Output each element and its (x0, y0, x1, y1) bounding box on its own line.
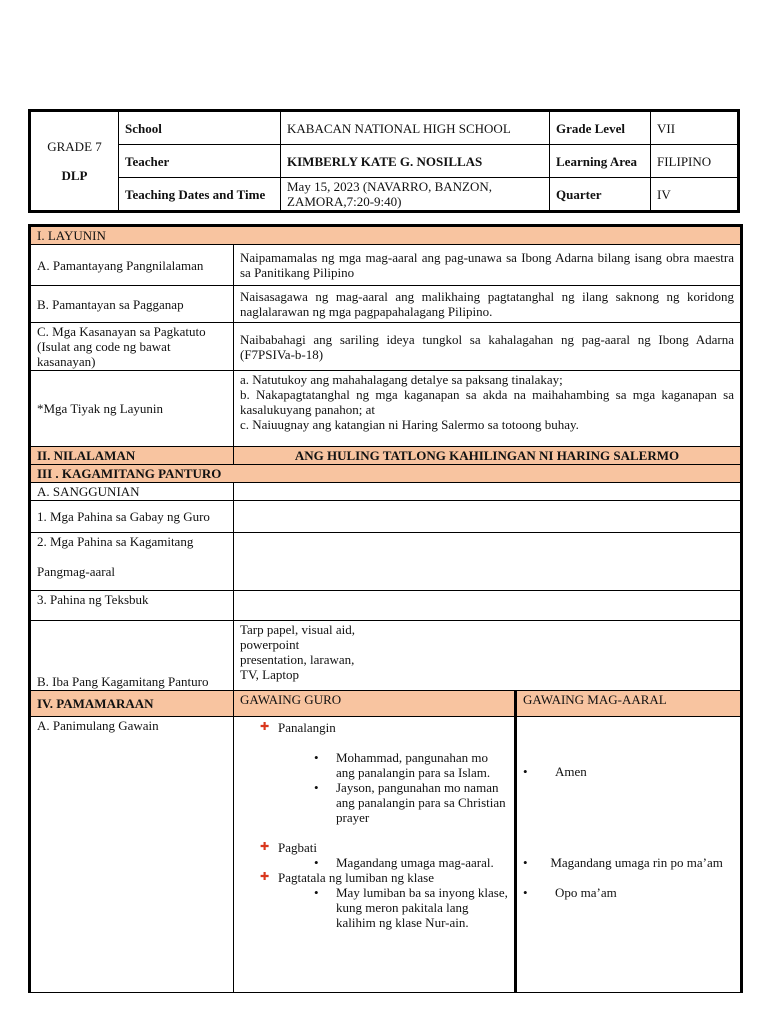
answer-text: Amen (555, 764, 587, 779)
kagamitan-line: TV, Laptop (240, 667, 299, 682)
bullet-icon: • (523, 764, 528, 779)
teacher-label: Teacher (119, 145, 281, 178)
answer-item (523, 885, 734, 900)
teksbuk-label: 3. Pahina ng Teksbuk (30, 591, 234, 621)
kagamitan-line: powerpoint (240, 637, 300, 652)
pagtatala-item (260, 870, 508, 885)
layunin-heading: I. LAYUNIN (30, 226, 742, 245)
gabay-value (234, 501, 742, 533)
answer-text: Opo ma’am (555, 885, 617, 900)
pagbati-text: Pagbati (278, 840, 317, 855)
grade-dlp-cell (30, 111, 119, 212)
nilalaman-label: II. NILALAMAN (30, 447, 234, 465)
kagamitan-line: Tarp papel, visual aid, (240, 622, 355, 637)
list-item: • Mohammad, pangunahan mo ang panalangin para sa Islam. (336, 750, 508, 780)
gawaing-guro-heading: GAWAING GURO (234, 691, 516, 717)
iba-pang-kagamitan-label: B. Iba Pang Kagamitang Panturo (30, 621, 234, 691)
dates-value: May 15, 2023 (NAVARRO, BANZON, ZAMORA,7:20-9:40) (281, 178, 550, 212)
pagbati-list (240, 855, 508, 870)
kagamitan-line: presentation, larawan, (240, 652, 355, 667)
answer-item (523, 855, 734, 870)
tiyak-layunin-label: *Mga Tiyak ng Layunin (30, 371, 234, 447)
sanggunian-value (234, 483, 742, 501)
pamamaraan-heading: IV. PAMAMARAAN (30, 691, 234, 717)
pagtatala-list (240, 885, 508, 930)
sanggunian-label: A. SANGGUNIAN (30, 483, 234, 501)
pamantayan-pagganap-label: B. Pamantayan sa Pagganap (30, 286, 234, 323)
kasanayan-label: C. Mga Kasanayan sa Pagkatuto (Isulat ang code ng bawat kasanayan) (30, 323, 234, 371)
quarter-label: Quarter (550, 178, 651, 212)
kagamitang-pangmag-aaral-value (234, 533, 742, 591)
teacher-value: KIMBERLY KATE G. NOSILLAS (281, 145, 550, 178)
panalangin-list (240, 750, 508, 825)
kagamitang-line: Pangmag-aaral (37, 564, 115, 579)
panalangin-item (260, 720, 508, 735)
arrow-bullet-icon: ✚ (260, 721, 270, 733)
kagamitang-line: 2. Mga Pahina sa Kagamitang (37, 534, 194, 549)
pagbati-item (260, 840, 508, 855)
bullet-icon: • (523, 855, 551, 870)
answer-text: Magandang umaga rin po ma’am (550, 855, 723, 870)
gawaing-mag-aaral-heading: GAWAING MAG-AARAL (516, 691, 742, 717)
school-value: KABACAN NATIONAL HIGH SCHOOL (281, 111, 550, 145)
panalangin-text: Panalangin (278, 720, 336, 735)
gawaing-mag-aaral-content (516, 717, 742, 993)
answer-item (523, 764, 734, 779)
grade-level-label: Grade Level (550, 111, 651, 145)
list-item: • Magandang umaga mag-aaral. (336, 855, 508, 870)
kagamitan-heading: III . KAGAMITANG PANTURO (30, 465, 742, 483)
iba-pang-kagamitan-value (234, 621, 742, 691)
nilalaman-value: ANG HULING TATLONG KAHILINGAN NI HARING SALERMO (234, 447, 742, 465)
dlp-text: DLP (61, 168, 88, 183)
learning-area-label: Learning Area (550, 145, 651, 178)
tiyak-item: c. Naiuugnay ang katangian ni Haring Salermo sa totoong buhay. (240, 417, 579, 432)
tiyak-layunin-list (234, 371, 742, 447)
tiyak-item: a. Natutukoy ang mahahalagang detalye sa paksang tinalakay; (240, 372, 563, 387)
kasanayan-value: Naibabahagi ang sariling ideya tungkol sa kahalagahan ng pag-aaral ng Ibong Adarna (F7PSIVa-b-18) (234, 323, 742, 371)
grade-level-value: VII (651, 111, 739, 145)
header-table (28, 109, 740, 213)
pamantayang-pangnilalaman-label: A. Pamantayang Pangnilalaman (30, 245, 234, 286)
arrow-bullet-icon: ✚ (260, 841, 270, 853)
school-label: School (119, 111, 281, 145)
list-item: • May lumiban ba sa inyong klase, kung meron pakitala lang kalihim ng klase Nur-ain. (336, 885, 508, 930)
list-item: • Jayson, pangunahan mo naman ang panalangin para sa Christian prayer (336, 780, 508, 825)
teksbuk-value (234, 591, 742, 621)
gabay-label: 1. Mga Pahina sa Gabay ng Guro (30, 501, 234, 533)
tiyak-item: b. Nakapagtatanghal ng mga kaganapan sa akda na maihahambing sa mga kaganapan sa kasalukuyang panahon; at (240, 387, 734, 417)
bullet-icon: • (523, 885, 528, 900)
quarter-value: IV (651, 178, 739, 212)
pagtatala-text: Pagtatala ng lumiban ng klase (278, 870, 434, 885)
dates-label: Teaching Dates and Time (119, 178, 281, 212)
kagamitang-pangmag-aaral-label (30, 533, 234, 591)
pamantayang-pangnilalaman-value: Naipamamalas ng mga mag-aaral ang pag-unawa sa Ibong Adarna bilang isang obra maestra sa Panitikang Pilipino (234, 245, 742, 286)
dlp-main-table (28, 224, 743, 993)
pamantayan-pagganap-value: Naisasagawa ng mag-aaral ang malikhaing pagtatanghal ng ilang saknong ng koridong naglalarawan ng mga pagpapahalagang Pilipino. (234, 286, 742, 323)
panimulang-gawain-label: A. Panimulang Gawain (30, 717, 234, 993)
gawaing-guro-content (234, 717, 516, 993)
learning-area-value: FILIPINO (651, 145, 739, 178)
arrow-bullet-icon: ✚ (260, 871, 270, 883)
grade-text: GRADE 7 (47, 139, 102, 154)
